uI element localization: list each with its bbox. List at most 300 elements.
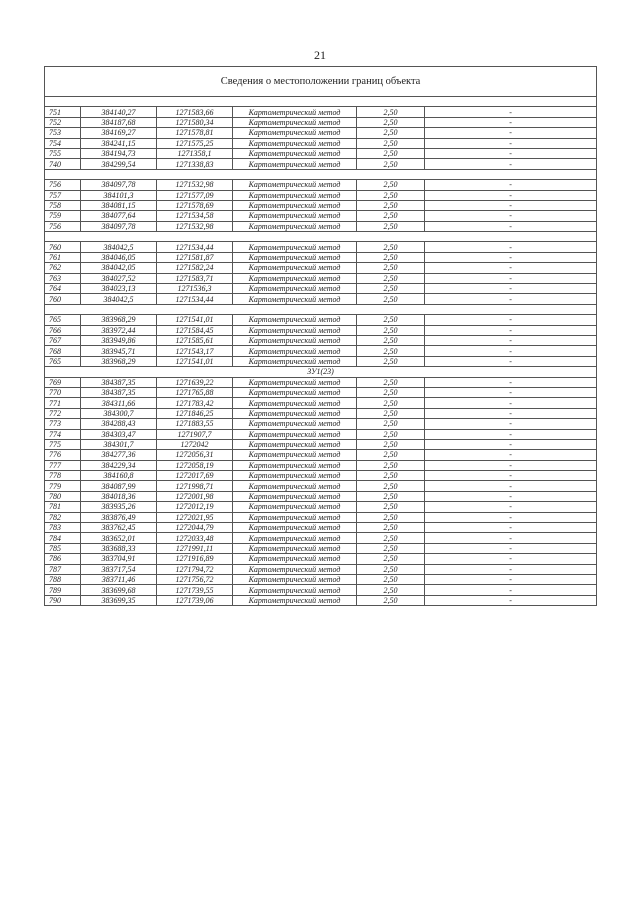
accuracy-cell: 2,50: [357, 533, 425, 543]
y-coordinate-cell: 1271575,25: [157, 138, 233, 148]
description-cell: -: [425, 221, 597, 231]
accuracy-cell: 2,50: [357, 211, 425, 221]
method-cell: Картометрический метод: [233, 190, 357, 200]
point-number-cell: 762: [45, 263, 81, 273]
accuracy-cell: 2,50: [357, 273, 425, 283]
y-coordinate-cell: 1271846,25: [157, 408, 233, 418]
block-separator-row: [45, 232, 597, 242]
method-cell: Картометрический метод: [233, 138, 357, 148]
accuracy-cell: 2,50: [357, 138, 425, 148]
description-cell: -: [425, 460, 597, 470]
description-cell: -: [425, 450, 597, 460]
point-number-cell: 763: [45, 273, 81, 283]
section-header-row: [45, 367, 597, 377]
point-number-cell: 784: [45, 533, 81, 543]
point-number-cell: 778: [45, 471, 81, 481]
method-cell: Картометрический метод: [233, 325, 357, 335]
point-number-cell: 782: [45, 512, 81, 522]
accuracy-cell: 2,50: [357, 398, 425, 408]
table-row: [45, 294, 597, 304]
block-separator-row: [45, 304, 597, 314]
table-row: [45, 387, 597, 397]
description-cell: -: [425, 180, 597, 190]
accuracy-cell: 2,50: [357, 346, 425, 356]
description-cell: -: [425, 346, 597, 356]
y-coordinate-cell: 1271541,01: [157, 315, 233, 325]
y-coordinate-cell: 1271756,72: [157, 574, 233, 584]
method-cell: Картометрический метод: [233, 408, 357, 418]
y-coordinate-cell: 1272033,48: [157, 533, 233, 543]
accuracy-cell: 2,50: [357, 439, 425, 449]
x-coordinate-cell: 384018,36: [81, 491, 157, 501]
x-coordinate-cell: 384046,05: [81, 252, 157, 262]
description-cell: -: [425, 325, 597, 335]
method-cell: Картометрический метод: [233, 315, 357, 325]
y-coordinate-cell: 1271998,71: [157, 481, 233, 491]
y-coordinate-cell: 1271581,87: [157, 252, 233, 262]
accuracy-cell: 2,50: [357, 117, 425, 127]
point-number-cell: 756: [45, 221, 81, 231]
y-coordinate-cell: 1271765,88: [157, 387, 233, 397]
description-cell: -: [425, 107, 597, 117]
accuracy-cell: 2,50: [357, 512, 425, 522]
method-cell: Картометрический метод: [233, 543, 357, 553]
y-coordinate-cell: 1271534,58: [157, 211, 233, 221]
y-coordinate-cell: 1271916,89: [157, 554, 233, 564]
description-cell: -: [425, 512, 597, 522]
y-coordinate-cell: 1271536,3: [157, 284, 233, 294]
accuracy-cell: 2,50: [357, 377, 425, 387]
y-coordinate-cell: 1271991,11: [157, 543, 233, 553]
accuracy-cell: 2,50: [357, 252, 425, 262]
description-cell: -: [425, 533, 597, 543]
y-coordinate-cell: 1271907,7: [157, 429, 233, 439]
accuracy-cell: 2,50: [357, 242, 425, 252]
method-cell: Картометрический метод: [233, 554, 357, 564]
point-number-cell: 788: [45, 574, 81, 584]
table-row: [45, 107, 597, 117]
accuracy-cell: 2,50: [357, 502, 425, 512]
y-coordinate-cell: 1271358,1: [157, 148, 233, 158]
y-coordinate-cell: 1272017,69: [157, 471, 233, 481]
y-coordinate-cell: 1271883,55: [157, 419, 233, 429]
method-cell: Картометрический метод: [233, 284, 357, 294]
description-cell: -: [425, 200, 597, 210]
y-coordinate-cell: 1272044,79: [157, 523, 233, 533]
method-cell: Картометрический метод: [233, 117, 357, 127]
method-cell: Картометрический метод: [233, 429, 357, 439]
point-number-cell: 740: [45, 159, 81, 169]
accuracy-cell: 2,50: [357, 481, 425, 491]
x-coordinate-cell: 384303,47: [81, 429, 157, 439]
description-cell: -: [425, 439, 597, 449]
accuracy-cell: 2,50: [357, 190, 425, 200]
table-caption-row: [45, 67, 597, 97]
y-coordinate-cell: 1271585,61: [157, 335, 233, 345]
method-cell: Картометрический метод: [233, 387, 357, 397]
y-coordinate-cell: 1271338,83: [157, 159, 233, 169]
table-row: [45, 429, 597, 439]
table-row: [45, 502, 597, 512]
table-row: [45, 325, 597, 335]
method-cell: Картометрический метод: [233, 200, 357, 210]
table-row: [45, 138, 597, 148]
method-cell: Картометрический метод: [233, 574, 357, 584]
description-cell: -: [425, 377, 597, 387]
y-coordinate-cell: 1271639,22: [157, 377, 233, 387]
accuracy-cell: 2,50: [357, 107, 425, 117]
x-coordinate-cell: 383699,35: [81, 595, 157, 605]
x-coordinate-cell: 384087,99: [81, 481, 157, 491]
description-cell: -: [425, 398, 597, 408]
table-row: [45, 543, 597, 553]
x-coordinate-cell: 384311,66: [81, 398, 157, 408]
table-row: [45, 533, 597, 543]
point-number-cell: 758: [45, 200, 81, 210]
method-cell: Картометрический метод: [233, 221, 357, 231]
accuracy-cell: 2,50: [357, 491, 425, 501]
x-coordinate-cell: 383762,45: [81, 523, 157, 533]
table-row: [45, 190, 597, 200]
x-coordinate-cell: 383717,54: [81, 564, 157, 574]
point-number-cell: 754: [45, 138, 81, 148]
accuracy-cell: 2,50: [357, 595, 425, 605]
description-cell: -: [425, 356, 597, 366]
x-coordinate-cell: 383876,49: [81, 512, 157, 522]
point-number-cell: 773: [45, 419, 81, 429]
y-coordinate-cell: 1271534,44: [157, 294, 233, 304]
method-cell: Картометрический метод: [233, 346, 357, 356]
accuracy-cell: 2,50: [357, 429, 425, 439]
x-coordinate-cell: 384194,73: [81, 148, 157, 158]
x-coordinate-cell: 383949,86: [81, 335, 157, 345]
description-cell: -: [425, 471, 597, 481]
table-row: [45, 595, 597, 605]
description-cell: -: [425, 148, 597, 158]
x-coordinate-cell: 384160,8: [81, 471, 157, 481]
x-coordinate-cell: 384387,35: [81, 377, 157, 387]
description-cell: -: [425, 564, 597, 574]
point-number-cell: 768: [45, 346, 81, 356]
accuracy-cell: 2,50: [357, 419, 425, 429]
x-coordinate-cell: 384277,36: [81, 450, 157, 460]
x-coordinate-cell: 383972,44: [81, 325, 157, 335]
description-cell: -: [425, 252, 597, 262]
point-number-cell: 769: [45, 377, 81, 387]
accuracy-cell: 2,50: [357, 128, 425, 138]
y-coordinate-cell: 1271532,98: [157, 180, 233, 190]
table-row: [45, 585, 597, 595]
method-cell: Картометрический метод: [233, 398, 357, 408]
x-coordinate-cell: 383699,68: [81, 585, 157, 595]
block-separator-row: [45, 97, 597, 107]
x-coordinate-cell: 384081,15: [81, 200, 157, 210]
table-row: [45, 284, 597, 294]
method-cell: Картометрический метод: [233, 252, 357, 262]
method-cell: Картометрический метод: [233, 356, 357, 366]
point-number-cell: 789: [45, 585, 81, 595]
accuracy-cell: 2,50: [357, 159, 425, 169]
table-row: [45, 491, 597, 501]
table-row: [45, 460, 597, 470]
y-coordinate-cell: 1271584,45: [157, 325, 233, 335]
method-cell: Картометрический метод: [233, 460, 357, 470]
accuracy-cell: 2,50: [357, 450, 425, 460]
table-row: [45, 408, 597, 418]
method-cell: Картометрический метод: [233, 595, 357, 605]
point-number-cell: 771: [45, 398, 81, 408]
method-cell: Картометрический метод: [233, 419, 357, 429]
method-cell: Картометрический метод: [233, 471, 357, 481]
x-coordinate-cell: 384140,27: [81, 107, 157, 117]
point-number-cell: 767: [45, 335, 81, 345]
table-row: [45, 523, 597, 533]
table-row: [45, 128, 597, 138]
x-coordinate-cell: 384042,05: [81, 263, 157, 273]
description-cell: -: [425, 242, 597, 252]
description-cell: -: [425, 138, 597, 148]
description-cell: -: [425, 335, 597, 345]
description-cell: -: [425, 481, 597, 491]
accuracy-cell: 2,50: [357, 325, 425, 335]
method-cell: Картометрический метод: [233, 450, 357, 460]
point-number-cell: 751: [45, 107, 81, 117]
y-coordinate-cell: 1271794,72: [157, 564, 233, 574]
description-cell: -: [425, 554, 597, 564]
point-number-cell: 765: [45, 356, 81, 366]
method-cell: Картометрический метод: [233, 180, 357, 190]
accuracy-cell: 2,50: [357, 574, 425, 584]
accuracy-cell: 2,50: [357, 221, 425, 231]
method-cell: Картометрический метод: [233, 512, 357, 522]
description-cell: -: [425, 273, 597, 283]
accuracy-cell: 2,50: [357, 356, 425, 366]
method-cell: Картометрический метод: [233, 335, 357, 345]
table-row: [45, 554, 597, 564]
table-row: [45, 335, 597, 345]
point-number-cell: 766: [45, 325, 81, 335]
point-number-cell: 772: [45, 408, 81, 418]
point-number-cell: 776: [45, 450, 81, 460]
description-cell: -: [425, 211, 597, 221]
x-coordinate-cell: 384229,34: [81, 460, 157, 470]
point-number-cell: 759: [45, 211, 81, 221]
table-row: [45, 419, 597, 429]
description-cell: -: [425, 284, 597, 294]
description-cell: -: [425, 128, 597, 138]
y-coordinate-cell: 1271739,55: [157, 585, 233, 595]
method-cell: Картометрический метод: [233, 533, 357, 543]
method-cell: Картометрический метод: [233, 377, 357, 387]
table-row: [45, 117, 597, 127]
method-cell: Картометрический метод: [233, 242, 357, 252]
accuracy-cell: 2,50: [357, 315, 425, 325]
point-number-cell: 779: [45, 481, 81, 491]
table-row: [45, 263, 597, 273]
x-coordinate-cell: 383968,29: [81, 315, 157, 325]
table-row: [45, 315, 597, 325]
point-number-cell: 785: [45, 543, 81, 553]
x-coordinate-cell: 384301,7: [81, 439, 157, 449]
method-cell: Картометрический метод: [233, 211, 357, 221]
point-number-cell: 781: [45, 502, 81, 512]
x-coordinate-cell: 383688,33: [81, 543, 157, 553]
x-coordinate-cell: 384097,78: [81, 180, 157, 190]
accuracy-cell: 2,50: [357, 523, 425, 533]
description-cell: -: [425, 502, 597, 512]
point-number-cell: 765: [45, 315, 81, 325]
x-coordinate-cell: 384241,15: [81, 138, 157, 148]
table-row: [45, 148, 597, 158]
table-row: [45, 346, 597, 356]
point-number-cell: 755: [45, 148, 81, 158]
x-coordinate-cell: 383652,01: [81, 533, 157, 543]
x-coordinate-cell: 383945,71: [81, 346, 157, 356]
point-number-cell: 753: [45, 128, 81, 138]
method-cell: Картометрический метод: [233, 107, 357, 117]
table-row: [45, 512, 597, 522]
method-cell: Картометрический метод: [233, 439, 357, 449]
x-coordinate-cell: 384027,52: [81, 273, 157, 283]
boundary-table: [44, 66, 597, 606]
accuracy-cell: 2,50: [357, 200, 425, 210]
y-coordinate-cell: 1271583,71: [157, 273, 233, 283]
y-coordinate-cell: 1271580,34: [157, 117, 233, 127]
accuracy-cell: 2,50: [357, 148, 425, 158]
method-cell: Картометрический метод: [233, 564, 357, 574]
y-coordinate-cell: 1272056,31: [157, 450, 233, 460]
table-row: [45, 377, 597, 387]
x-coordinate-cell: 384023,13: [81, 284, 157, 294]
description-cell: -: [425, 523, 597, 533]
accuracy-cell: 2,50: [357, 554, 425, 564]
accuracy-cell: 2,50: [357, 180, 425, 190]
description-cell: -: [425, 294, 597, 304]
table-row: [45, 450, 597, 460]
x-coordinate-cell: 384097,78: [81, 221, 157, 231]
table-row: [45, 200, 597, 210]
table-row: [45, 211, 597, 221]
method-cell: Картометрический метод: [233, 263, 357, 273]
point-number-cell: 783: [45, 523, 81, 533]
y-coordinate-cell: 1272021,95: [157, 512, 233, 522]
accuracy-cell: 2,50: [357, 471, 425, 481]
description-cell: -: [425, 117, 597, 127]
point-number-cell: 760: [45, 294, 81, 304]
x-coordinate-cell: 384187,68: [81, 117, 157, 127]
description-cell: -: [425, 387, 597, 397]
table-row: [45, 252, 597, 262]
description-cell: -: [425, 574, 597, 584]
block-separator: [45, 97, 597, 107]
x-coordinate-cell: 384042,5: [81, 242, 157, 252]
x-coordinate-cell: 383704,91: [81, 554, 157, 564]
x-coordinate-cell: 383935,26: [81, 502, 157, 512]
method-cell: Картометрический метод: [233, 502, 357, 512]
point-number-cell: 786: [45, 554, 81, 564]
table-row: [45, 356, 597, 366]
table-row: [45, 564, 597, 574]
accuracy-cell: 2,50: [357, 585, 425, 595]
y-coordinate-cell: 1271541,01: [157, 356, 233, 366]
description-cell: -: [425, 315, 597, 325]
point-number-cell: 775: [45, 439, 81, 449]
x-coordinate-cell: 384299,54: [81, 159, 157, 169]
description-cell: -: [425, 408, 597, 418]
block-separator: [45, 169, 597, 179]
y-coordinate-cell: 1272058,19: [157, 460, 233, 470]
point-number-cell: 777: [45, 460, 81, 470]
x-coordinate-cell: 384042,5: [81, 294, 157, 304]
y-coordinate-cell: 1271578,69: [157, 200, 233, 210]
description-cell: -: [425, 419, 597, 429]
accuracy-cell: 2,50: [357, 408, 425, 418]
description-cell: -: [425, 429, 597, 439]
point-number-cell: 774: [45, 429, 81, 439]
point-number-cell: 787: [45, 564, 81, 574]
accuracy-cell: 2,50: [357, 387, 425, 397]
description-cell: -: [425, 190, 597, 200]
method-cell: Картометрический метод: [233, 273, 357, 283]
point-number-cell: 756: [45, 180, 81, 190]
point-number-cell: 780: [45, 491, 81, 501]
y-coordinate-cell: 1271543,17: [157, 346, 233, 356]
x-coordinate-cell: 383968,29: [81, 356, 157, 366]
method-cell: Картометрический метод: [233, 491, 357, 501]
accuracy-cell: 2,50: [357, 335, 425, 345]
y-coordinate-cell: 1272012,19: [157, 502, 233, 512]
y-coordinate-cell: 1271583,66: [157, 107, 233, 117]
point-number-cell: 752: [45, 117, 81, 127]
table-row: [45, 481, 597, 491]
point-number-cell: 764: [45, 284, 81, 294]
y-coordinate-cell: 1271577,09: [157, 190, 233, 200]
accuracy-cell: 2,50: [357, 460, 425, 470]
description-cell: -: [425, 543, 597, 553]
accuracy-cell: 2,50: [357, 263, 425, 273]
method-cell: Картометрический метод: [233, 294, 357, 304]
description-cell: -: [425, 491, 597, 501]
table-row: [45, 180, 597, 190]
table-row: [45, 471, 597, 481]
x-coordinate-cell: 384101,3: [81, 190, 157, 200]
accuracy-cell: 2,50: [357, 284, 425, 294]
method-cell: Картометрический метод: [233, 523, 357, 533]
section-header: ЗУ1(23): [45, 367, 597, 377]
point-number-cell: 760: [45, 242, 81, 252]
point-number-cell: 757: [45, 190, 81, 200]
x-coordinate-cell: 384387,35: [81, 387, 157, 397]
accuracy-cell: 2,50: [357, 564, 425, 574]
y-coordinate-cell: 1272042: [157, 439, 233, 449]
y-coordinate-cell: 1272001,98: [157, 491, 233, 501]
description-cell: -: [425, 263, 597, 273]
accuracy-cell: 2,50: [357, 543, 425, 553]
point-number-cell: 790: [45, 595, 81, 605]
table-caption: Сведения о местоположении границ объекта: [45, 67, 597, 97]
point-number-cell: 761: [45, 252, 81, 262]
x-coordinate-cell: 384300,7: [81, 408, 157, 418]
method-cell: Картометрический метод: [233, 148, 357, 158]
table-row: [45, 242, 597, 252]
table-row: [45, 574, 597, 584]
y-coordinate-cell: 1271582,24: [157, 263, 233, 273]
description-cell: -: [425, 159, 597, 169]
y-coordinate-cell: 1271739,06: [157, 595, 233, 605]
y-coordinate-cell: 1271534,44: [157, 242, 233, 252]
table-row: [45, 273, 597, 283]
accuracy-cell: 2,50: [357, 294, 425, 304]
